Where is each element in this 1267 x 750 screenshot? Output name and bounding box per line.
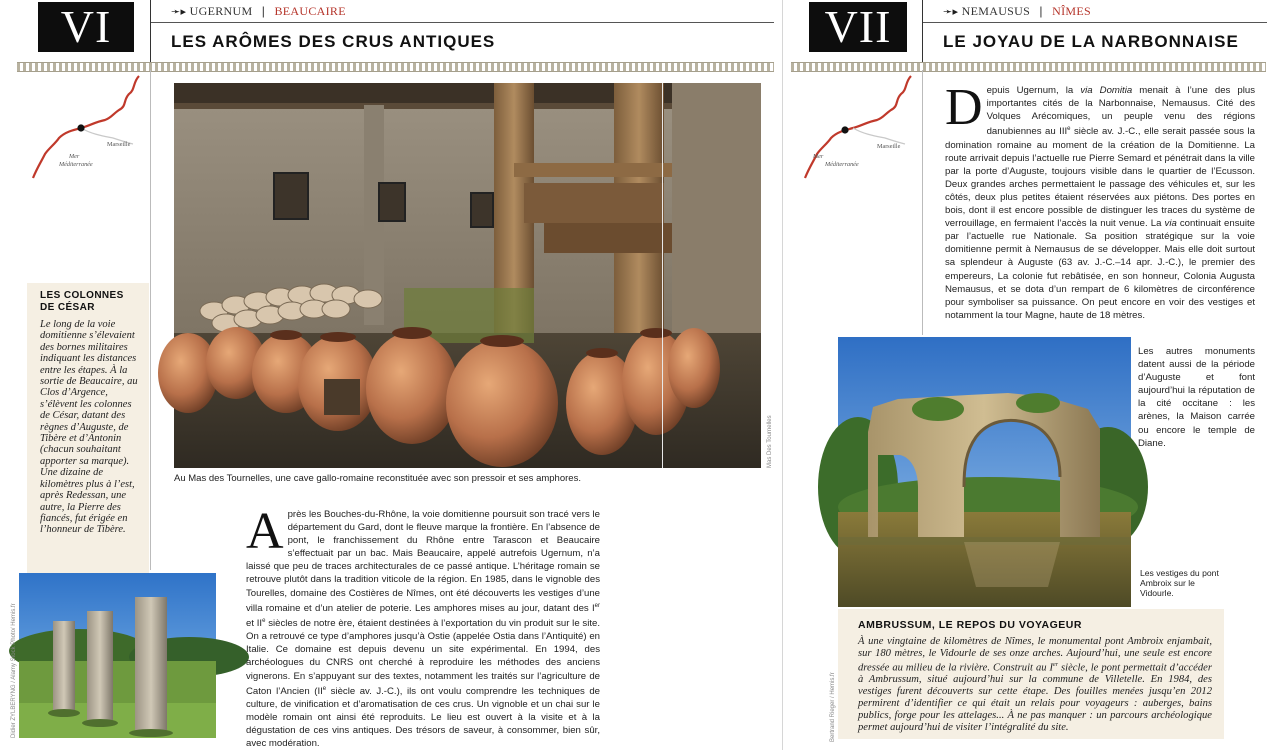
article-body bbox=[246, 503, 600, 750]
route-mini-map bbox=[21, 72, 147, 182]
article-sup-1: er bbox=[594, 602, 600, 609]
columns-photo-credit: Didier ZYLBERYNG / Alamy Stock Photo/ Hemis.fr bbox=[11, 603, 17, 738]
page-title: LES ARÔMES DES CRUS ANTIQUES bbox=[171, 32, 496, 51]
right-page bbox=[791, 0, 1266, 750]
box-text-2: siècle, le pont permettait d’accéder à Ambrussum, situé aujourd’hui sur la commune de Villetelle. En 1984, des vestiges furent découverts sur cette étape. Des fouilles menées jusqu’en 2012 permirent d’identifier ce qui était un relais pour voyageurs : auberges, bains publics, forge pour les attelages... À ne pas manquer : un parcours archéologique permet aujourd’hui de visiter l’intégralité du site. bbox=[858, 662, 1212, 733]
kicker-modern-name: UGERNUM bbox=[189, 4, 253, 18]
map-marker-icon bbox=[77, 124, 84, 131]
map-marker-icon bbox=[841, 126, 848, 133]
article-sup-2: e bbox=[262, 617, 266, 624]
chapter-numeral: VII bbox=[824, 1, 892, 52]
sidebar-colonnes-de-cesar bbox=[27, 283, 149, 573]
greek-key-border bbox=[791, 62, 1266, 72]
colonnes-de-cesar-photo bbox=[19, 573, 216, 738]
dropcap: A bbox=[246, 503, 284, 560]
column-divider bbox=[150, 70, 151, 570]
box-title: AMBRUSSUM, LE REPOS DU VOYAGEUR bbox=[858, 619, 1082, 631]
arrow-icon: ➛▸ bbox=[171, 5, 187, 18]
map-sea-label-2: Méditerranée bbox=[825, 161, 859, 168]
page-header bbox=[150, 0, 775, 62]
article-text-1: près les Bouches-du-Rhône, la voie domitienne poursuit son tracé vers le département du Gard, dont le fleuve marque la frontière. En l’absence de pont, le franchissement du Rhône entre Tarascon et Beaucaire s’effectuait par un bac. Mais Beaucaire, appelé autrefois Ugernum, n’a laissé que peu de traces architecturales de ce passé antique. L’héritage romain se retrouve plutôt dans la tradition viticole de la région. En 1985, dans le vignoble des Tourelles, domaine des Costières de Nîmes, ont été découverts les vestiges d’une villa romaine et d’un atelier de poterie. Les amphores mises au jour, datant des I bbox=[246, 509, 600, 614]
page-gutter bbox=[774, 0, 791, 750]
sidebar-text: Le long de la voie domitienne s’élevaient des bornes militaires indiquant les distances entre les étapes. À la sortie de Beaucaire, au Clos d’Argence, s’élèvent les colonnes de César, datant des règnes d’Auguste, de Tibère et d’Antonin (chacun souhaitant apporter sa marque). Une dizaine de kilomètres plus à l’est, après Redessan, une autre, la Pierre des fiancés, fut érigée en l’honneur de Tibère. bbox=[40, 319, 138, 536]
kicker-ancient-name: NÎMES bbox=[1052, 4, 1091, 18]
chapter-numeral: VI bbox=[60, 1, 112, 52]
map-sea-label-1: Mer bbox=[69, 153, 80, 160]
article-text-4: continuait ensuite par l’actuelle rue Nationale. Sa position stratégique sur la voie domitienne permit à Nemausus de se développer. Mais elle doit surtout sa splendeur à Auguste (63 av. J.-C.–14 apr. J.-C.), le premier des empereurs, La colonie fut rebâtisée, en son honneur, Colonia Augusta Nemausus, et se dota d’un rempart de 6 kilomètres de circonférence pour symboliser sa puissance. On peut encore en voir des vestiges et notamment la tour Magne, haute de 18 mètres. bbox=[945, 218, 1255, 321]
page-header bbox=[922, 0, 1267, 62]
greek-key-border bbox=[17, 62, 774, 72]
kicker bbox=[943, 4, 1091, 19]
wine-cellar-photo bbox=[174, 83, 761, 468]
article-text-1: epuis Ugernum, la bbox=[986, 85, 1081, 96]
kicker-rule bbox=[151, 22, 775, 23]
page-title: LE JOYAU DE LA NARBONNAISE bbox=[943, 32, 1239, 51]
sidebar-title-line-2: DE CÉSAR bbox=[40, 302, 95, 313]
article-text-2: et II bbox=[246, 618, 263, 630]
arrow-icon: ➛▸ bbox=[943, 5, 959, 18]
kicker-separator: | bbox=[261, 4, 266, 18]
map-sea-label-1: Mer bbox=[813, 153, 824, 160]
column-divider bbox=[922, 70, 923, 335]
ambrussum-box bbox=[838, 609, 1224, 739]
kicker-modern-name: NEMAUSUS bbox=[961, 4, 1031, 18]
map-city-label: Marseille bbox=[107, 141, 131, 148]
pont-ambroix-photo bbox=[838, 337, 1131, 607]
box-text bbox=[858, 636, 1212, 734]
chapter-number-box bbox=[809, 2, 907, 52]
sidebar-title-line-1: LES COLONNES bbox=[40, 290, 124, 301]
kicker-rule bbox=[923, 22, 1267, 23]
photo-credit: Bertrand Rieger / Hemis.fr bbox=[830, 672, 836, 742]
article-text-3: siècle av. J.-C., elle serait passée sous la domination romaine au moment de la création de la Domitienne. La route arrivait depuis l’actuelle rue Pierre Semard et pénétrait dans la ville par la porte d’Auguste, toujours visible dans le quartier de l’Ecusson. Deux grandes arches permettaient le passage des véhicules et, sur les côtés, deux plus petites étaient réservées aux piétons. Des portes en bois, dont il est encore possible de distinguer les traces du système de verrouillage, en fermaient l’accès la nuit venue. La bbox=[945, 126, 1255, 230]
map-city-label: Marseille bbox=[877, 143, 901, 150]
article-continuation bbox=[1138, 345, 1255, 450]
photo-credit: Mas Des Tournelles bbox=[767, 415, 773, 468]
article-text-2: menait à l’une des plus importantes cités de la Narbonnaise, Nemausus. Cité des Volques Arécomiques, un peuple venu des régions danubiennes au III bbox=[986, 85, 1255, 138]
dropcap: D bbox=[945, 79, 983, 136]
map-sea-label-2: Méditerranée bbox=[59, 161, 93, 168]
box-text-1: À une vingtaine de kilomètres de Nîmes, le monumental pont Ambroix enjambait, sur 180 mètres, le Vidourle de ses onze arches. Aujourd’hui, une seule est encore dressée au milieu de la rivière. Construit au I bbox=[858, 636, 1212, 674]
kicker bbox=[171, 4, 346, 19]
article-body bbox=[945, 79, 1255, 322]
article-sup-1: e bbox=[1067, 126, 1071, 133]
article-text-4: siècle av. J.-C.), ils ont voulu comprendre les techniques de culture, de vinification et d’aromatisation de ces crus. Un vignoble et un chai sur le modèle romain ont ainsi été reproduits. Le lieu est ouvert à la visite et à la dégustation de ces vins antiques. Des trésors de saveur, à consommer, bien sûr, avec modération. bbox=[246, 685, 600, 750]
article-sup-3: e bbox=[322, 685, 327, 692]
photo-caption: Les vestiges du pont Ambroix sur le Vidourle. bbox=[1140, 568, 1219, 598]
kicker-separator: | bbox=[1039, 4, 1043, 18]
article-text-3: siècles de notre ère, étaient destinées à l’exportation du vin produit sur le site. On a retrouvé ce type d’amphores jusqu’à Ostie (appelée Ostia dans l’Antiquité) en Italie. Ce domaine est depuis devenu un site expérimental. En 1994, des archéologues du CNRS ont cherché à reproduire les méthodes des anciens vignerons. En s’appuyant sur des textes, notamment les traités sur l’agriculture de Caton l’Ancien (II bbox=[246, 618, 600, 697]
box-sup-1: er bbox=[1053, 661, 1059, 668]
route-mini-map bbox=[793, 72, 919, 182]
photo-caption: Au Mas des Tournelles, une cave gallo-romaine reconstituée avec son pressoir et ses amphores. bbox=[174, 473, 581, 484]
chapter-number-box bbox=[38, 2, 134, 52]
article-continuation-text: Les autres monuments datent aussi de la période d’Auguste et font aujourd’hui la réputation de la cité occitane : les arènes, la Maison carrée ou encore le temple de Diane. bbox=[1138, 346, 1255, 449]
kicker-ancient-name: BEAUCAIRE bbox=[274, 4, 346, 18]
left-page bbox=[11, 0, 774, 750]
article-italic-2: via bbox=[1164, 218, 1177, 230]
article-italic-1: via Domitia bbox=[1080, 85, 1133, 96]
